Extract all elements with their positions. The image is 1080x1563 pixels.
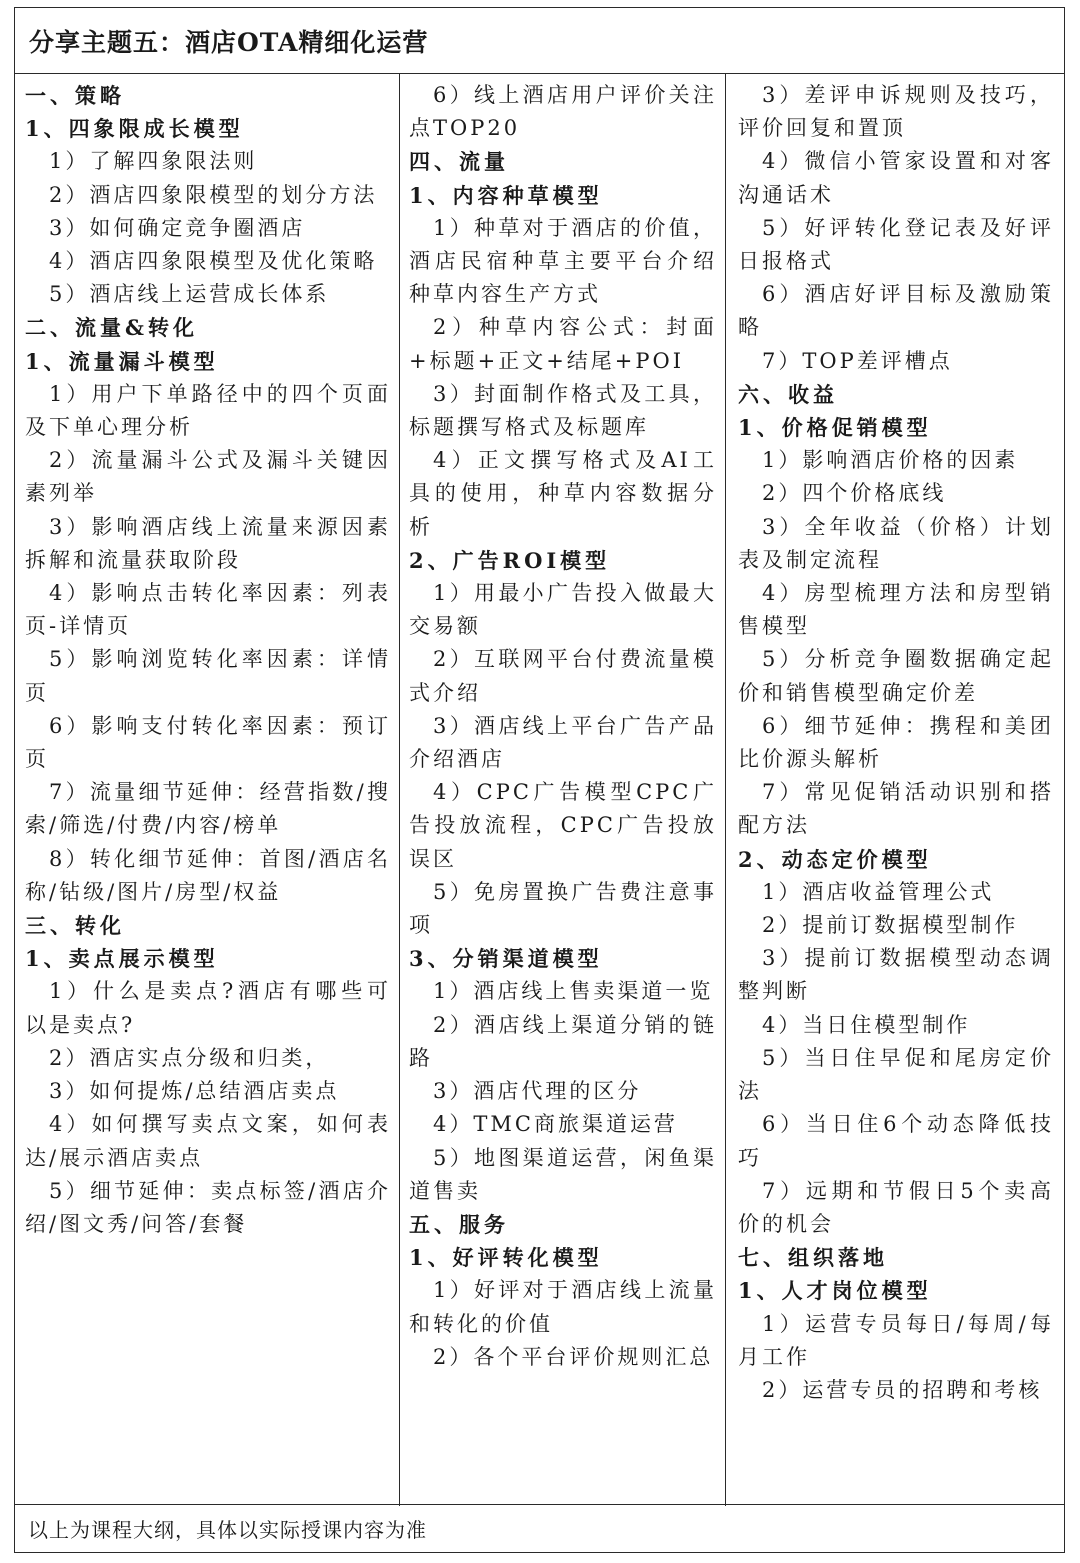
outline-item: 4）TMC商旅渠道运营 (433, 1112, 678, 1137)
outline-item: 5）好评转化登记表及好评日报格式 (738, 215, 1054, 274)
outline-item: 3）提前订数据模型动态调整判断 (738, 946, 1054, 1004)
outline-item: 1）影响酒店价格的因素 (762, 448, 1019, 473)
outline-item: 4）正文撰写格式及AI工具的使用，种草内容数据分析 (409, 448, 717, 539)
outline-item: 4）CPC广告模型CPC广告投放流程，CPC广告投放误区 (409, 780, 717, 871)
outline-item: 2）酒店四象限模型的划分方法 (49, 182, 378, 207)
outline-item: 2）互联网平台付费流量模式介绍 (409, 647, 717, 705)
outline-item: 1）什么是卖点?酒店有哪些可以是卖点? (25, 979, 391, 1037)
subsection-heading: 1、四象限成长模型 (25, 116, 244, 142)
section-heading: 二、流量&转化 (25, 315, 198, 341)
outline-item: 5）酒店线上运营成长体系 (49, 282, 330, 307)
outline-item: 4）酒店四象限模型及优化策略 (49, 249, 378, 274)
outline-item: 5）当日住早促和尾房定价法 (738, 1045, 1054, 1104)
outline-item: 1）用户下单路径中的四个页面及下单心理分析 (25, 381, 391, 440)
section-heading: 四、流量 (409, 149, 509, 175)
outline-item: 2）各个平台评价规则汇总 (433, 1344, 714, 1369)
subsection-heading: 1、流量漏斗模型 (25, 348, 219, 374)
outline-item: 1）运营专员每日/每周/每月工作 (738, 1311, 1054, 1369)
subsection-heading: 1、内容种草模型 (409, 182, 603, 208)
outline-item: 6）当日住6个动态降低技巧 (738, 1112, 1054, 1170)
column-3 (726, 74, 1064, 1506)
outline-item: 3）全年收益（价格）计划表及制定流程 (738, 514, 1054, 572)
outline-item: 7）常见促销活动识别和搭配方法 (738, 780, 1054, 838)
outline-item: 2）流量漏斗公式及漏斗关键因素列举 (25, 448, 391, 506)
outline-item: 5）免房置换广告费注意事项 (409, 879, 717, 938)
outline-item: 1）好评对于酒店线上流量和转化的价值 (409, 1278, 717, 1336)
outline-item: 6）细节延伸：携程和美团比价源头解析 (738, 713, 1054, 772)
outline-item: 2）酒店实点分级和归类， (49, 1045, 330, 1070)
column-1 (15, 74, 400, 1506)
outline-item: 6）酒店好评目标及激励策略 (738, 282, 1054, 340)
subsection-heading: 1、好评转化模型 (409, 1245, 603, 1271)
title-row (15, 8, 1064, 74)
outline-item: 5）分析竞争圈数据确定起价和销售模型确定价差 (738, 647, 1054, 705)
outline-item: 7）流量细节延伸：经营指数/搜索/筛选/付费/内容/榜单 (25, 780, 391, 838)
outline-item: 3）封面制作格式及工具，标题撰写格式及标题库 (409, 381, 717, 440)
outline-item: 2）四个价格底线 (762, 481, 947, 506)
outline-item: 5）地图渠道运营，闲鱼渠道售卖 (409, 1145, 717, 1203)
subsection-heading: 1、卖点展示模型 (25, 946, 219, 972)
subsection-heading: 3、分销渠道模型 (409, 946, 603, 972)
outline-item: 6）影响支付转化率因素：预订页 (25, 713, 391, 772)
subsection-heading: 2、动态定价模型 (738, 846, 932, 872)
outline-item: 1）种草对于酒店的价值，酒店民宿种草主要平台介绍种草内容生产方式 (409, 215, 717, 307)
outline-item: 3）酒店代理的区分 (433, 1079, 642, 1104)
outline-table (14, 7, 1065, 1553)
outline-item: 3）如何提炼/总结酒店卖点 (49, 1079, 340, 1104)
section-heading: 一、策略 (25, 83, 125, 108)
footer-row (15, 1504, 1064, 1552)
section-heading: 七、组织落地 (738, 1245, 888, 1271)
outline-item: 4）如何撰写卖点文案，如何表达/展示酒店卖点 (25, 1112, 391, 1170)
outline-item: 1）酒店收益管理公式 (762, 879, 995, 904)
outline-item: 7）远期和节假日5个卖高价的机会 (738, 1178, 1054, 1236)
column-2 (400, 74, 726, 1506)
outline-item: 5）细节延伸：卖点标签/酒店介绍/图文秀/问答/套餐 (25, 1178, 391, 1236)
outline-item: 2）酒店线上渠道分销的链路 (409, 1012, 717, 1070)
outline-columns (15, 74, 1064, 1506)
outline-item: 4）房型梳理方法和房型销售模型 (738, 581, 1054, 639)
outline-item: 7）TOP差评槽点 (762, 348, 953, 373)
outline-item: 8）转化细节延伸：首图/酒店名称/钻级/图片/房型/权益 (25, 846, 391, 904)
outline-item: 1）了解四象限法则 (49, 149, 258, 174)
outline-item: 4）影响点击转化率因素：列表页-详情页 (25, 581, 391, 639)
outline-item: 2）种草内容公式：封面+标题+正文+结尾+POI (409, 315, 717, 373)
outline-item: 3）如何确定竞争圈酒店 (49, 215, 306, 240)
outline-item: 3）影响酒店线上流量来源因素拆解和流量获取阶段 (25, 514, 391, 572)
outline-item: 3）酒店线上平台广告产品介绍酒店 (409, 713, 717, 772)
outline-item: 4）当日住模型制作 (762, 1012, 971, 1037)
outline-item: 5）影响浏览转化率因素：详情页 (25, 647, 391, 705)
outline-item: 3）差评申诉规则及技巧，评价回复和置顶 (738, 83, 1054, 141)
section-heading: 六、收益 (738, 381, 838, 407)
section-heading: 三、转化 (25, 913, 125, 939)
outline-item: 1）用最小广告投入做最大交易额 (409, 581, 717, 639)
subsection-heading: 2、广告ROI模型 (409, 547, 611, 573)
outline-item: 4）微信小管家设置和对客沟通话术 (738, 149, 1054, 207)
outline-item: 6）线上酒店用户评价关注点TOP20 (409, 83, 717, 141)
outline-item: 1）酒店线上售卖渠道一览 (433, 979, 714, 1004)
section-heading: 五、服务 (409, 1211, 509, 1237)
outline-item: 2）运营专员的招聘和考核 (762, 1377, 1043, 1402)
subsection-heading: 1、人才岗位模型 (738, 1278, 932, 1304)
subsection-heading: 1、价格促销模型 (738, 415, 932, 441)
outline-item: 2）提前订数据模型制作 (762, 913, 1019, 938)
page-title: 分享主题五：酒店OTA精细化运营 (29, 27, 429, 57)
footer-note: 以上为课程大纲，具体以实际授课内容为准 (28, 1518, 427, 1542)
